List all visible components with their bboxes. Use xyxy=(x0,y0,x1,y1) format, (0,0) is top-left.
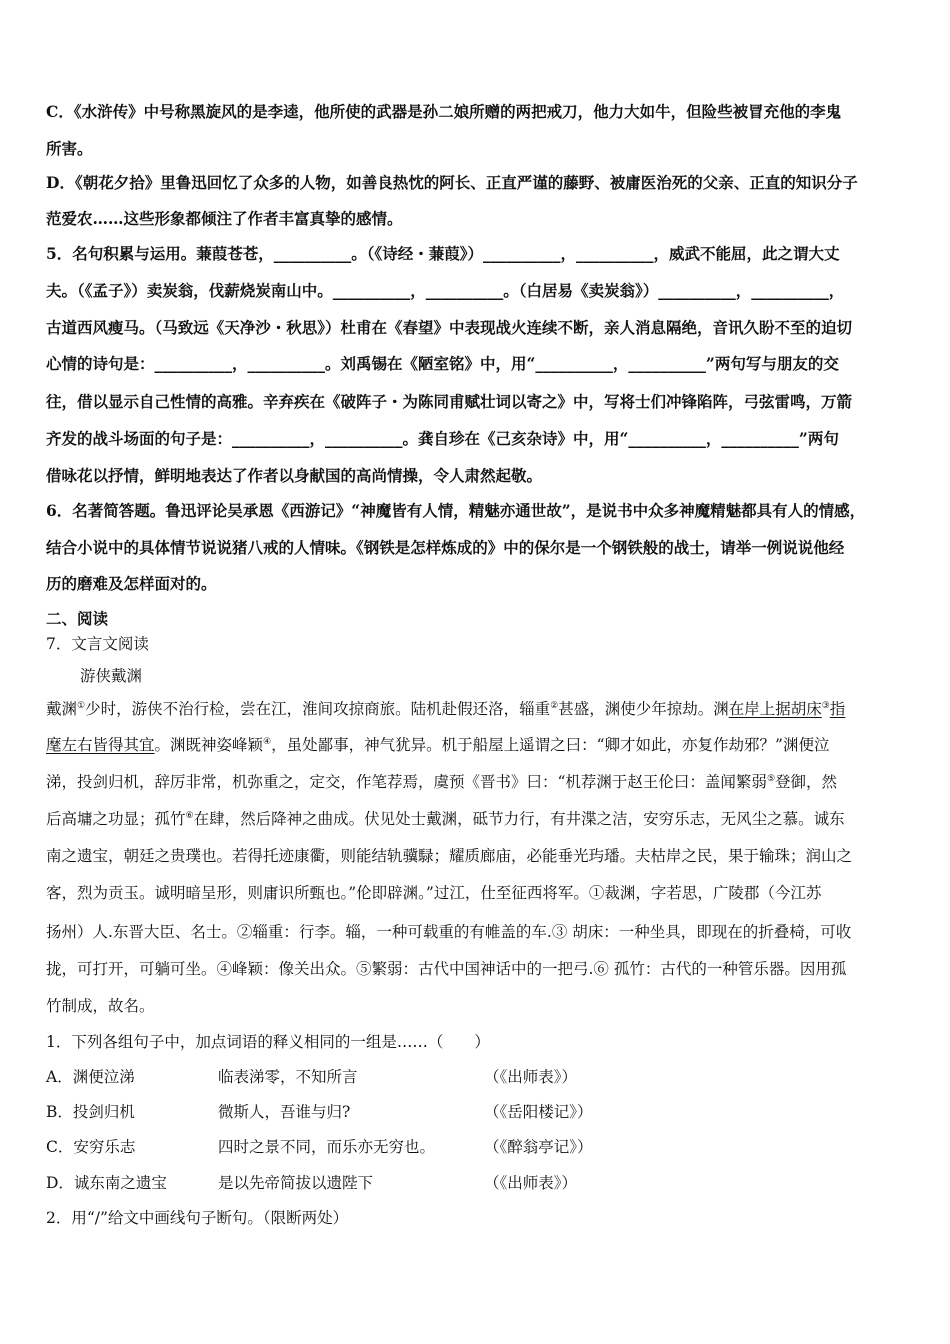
option-label: D．诚东南之遗宝 xyxy=(46,1174,167,1192)
q4-option-c-line1: C．《水浒传》中号称黑旋风的是李逵，他所使的武器是孙二娘所赠的两把戒刀，他力大如牛，但险些被冒充他的李鬼 xyxy=(46,102,842,121)
passage-line-9: 竹制成，故名。 xyxy=(46,997,155,1015)
passage-text: 戴渊 xyxy=(46,700,78,718)
q5-line-3: 古道西风瘦马。（马致远《天净沙・秋思》）杜甫在《春望》中表现战火连续不断，亲人消息隔绝，音讯久盼不至的迫切 xyxy=(46,318,853,337)
underlined-sentence: 在岸上据胡床 xyxy=(728,700,822,718)
q5-line-1: 5．名句积累与运用。蒹葭苍苍，__________。（《诗经・蒹葭》）__________，__________，威武不能屈，此之谓大丈 xyxy=(46,244,840,263)
q5-line-7: 借咏花以抒情，鲜明地表达了作者以身献国的高尚情操，令人肃然起敬。 xyxy=(46,466,543,485)
option-label: B．投剑归机 xyxy=(46,1103,135,1121)
option-example: 是以先帝简拔以遗陛下 xyxy=(218,1174,374,1192)
subq2-stem: 2．用“/”给文中画线句子断句。（限断两处） xyxy=(46,1209,349,1227)
passage-line-6: 客，烈为贡玉。诚明暗呈形，则庸识所甄也。”伦即辟渊。”过江，仕至征西将军。①裁渊，字若思，广陵郡（今江苏 xyxy=(46,884,822,902)
q4-option-d-line2: 范爱农……这些形象都倾注了作者丰富真挚的感情。 xyxy=(46,209,403,228)
footnote-marker: ② xyxy=(550,700,559,711)
passage-text: ，虽处鄙事，神气犹异。机于船屋上遥谓之曰：“卿才如此，亦复作劫邪？”渊便泣 xyxy=(271,736,830,754)
passage-line-8: 拢，可打开，可躺可坐。④峰颖：像关出众。⑤繁弱：古代中国神话中的一把弓.⑥ 孤竹：古代的一种管乐器。因用孤 xyxy=(46,960,847,978)
subq1-stem: 1．下列各组句子中，加点词语的释义相同的一组是……（ ） xyxy=(46,1033,490,1051)
passage-text: 涕，投剑归机，辞厉非常，机弥重之，定交，作笔荐焉，虞预《晋书》曰：“机荐渊于赵王伦曰：盖闻繁弱 xyxy=(46,773,767,791)
passage-text: 少时，游侠不治行检，尝在江，淮间攻掠商旅。陆机赴假还洛，辎重 xyxy=(85,700,551,718)
q6-line-2: 结合小说中的具体情节说说猪八戒的人情味。《钢铁是怎样炼成的》中的保尔是一个钢铁般的战士，请举一例说说他经 xyxy=(46,538,845,557)
passage-text: 在肆，然后降神之曲成。伏见处士戴渊，砥节力行，有井渫之洁，安穷乐志，无风尘之慕。诚东 xyxy=(193,810,845,828)
option-label: A．渊便泣涕 xyxy=(46,1068,135,1086)
section-heading: 二、阅读 xyxy=(46,609,109,628)
q4-option-c-line2: 所害。 xyxy=(46,139,93,158)
footnote-marker: ① xyxy=(77,700,86,711)
q5-line-4: 心情的诗句是：__________，__________。刘禹锡在《陋室铭》中，用“__________，__________”两句写与朋友的交 xyxy=(46,354,839,373)
q7-label: 7．文言文阅读 xyxy=(46,635,149,653)
underlined-sentence: 指 xyxy=(829,700,846,718)
passage-line-3 xyxy=(46,771,908,793)
underlined-sentence: 麾左右皆得其宜 xyxy=(46,736,155,754)
passage-line-7: 扬州）人.东晋大臣、名士。②辎重：行李。辎，一种可载重的有帷盖的车.③ 胡床：一种坐具，即现在的折叠椅，可收 xyxy=(46,923,852,941)
passage-text: 甚盛，渊使少年掠劫。渊 xyxy=(558,700,729,718)
passage-text: 后高墉之功显；孤竹 xyxy=(46,810,186,828)
passage-line-1 xyxy=(46,698,908,720)
option-source: （《岳阳楼记》） xyxy=(484,1103,593,1121)
passage-line-4 xyxy=(46,808,908,830)
option-source: （《出师表》） xyxy=(484,1174,578,1192)
footnote-marker: ⑤ xyxy=(766,773,776,784)
footnote-marker: ③ xyxy=(821,700,830,711)
option-example: 微斯人，吾谁与归? xyxy=(218,1103,351,1121)
option-example: 四时之景不同，而乐亦无穷也。 xyxy=(218,1138,436,1156)
passage-text: 登御，然 xyxy=(775,773,838,791)
passage-line-2 xyxy=(46,734,908,756)
q6-line-1: 6．名著简答题。鲁迅评论吴承恩《西游记》“神魔皆有人情，精魅亦通世故”，是说书中众多神魔精魅都具有人的情感， xyxy=(46,501,866,520)
q5-line-5: 往，借以显示自己性情的高雅。辛弃疾在《破阵子・为陈同甫赋壮词以寄之》中，写将士们冲锋陷阵，弓弦雷鸣，万箭 xyxy=(46,392,853,411)
passage-text: 。渊既神姿峰颖 xyxy=(154,736,264,754)
q5-line-2: 夫。（《孟子》）卖炭翁，伐薪烧炭南山中。__________，__________。（白居易《卖炭翁》）__________，__________， xyxy=(46,281,845,300)
option-example: 临表涕零，不知所言 xyxy=(218,1068,358,1086)
option-label: C．安穷乐志 xyxy=(46,1138,136,1156)
option-source: （《出师表》） xyxy=(484,1068,578,1086)
passage-title: 游侠戴渊 xyxy=(80,667,143,685)
q4-option-d-line1: D．《朝花夕拾》里鲁迅回忆了众多的人物，如善良热忱的阿长、正直严谨的藤野、被庸医治死的父亲、正直的知识分子 xyxy=(46,173,858,192)
q5-line-6: 齐发的战斗场面的句子是：__________，__________。龚自珍在《己亥杂诗》中，用“__________，__________”两句 xyxy=(46,429,839,448)
option-source: （《醉翁亭记》） xyxy=(484,1138,593,1156)
footnote-marker: ④ xyxy=(263,736,272,747)
q6-line-3: 历的磨难及怎样面对的。 xyxy=(46,574,217,593)
footnote-marker: ⑥ xyxy=(185,810,194,821)
passage-line-5: 南之遗宝，朝廷之贵璞也。若得托迹康衢，则能结轨骥騄；耀质廊庙，必能垂光玙璠。夫枯岸之民，果于输珠；润山之 xyxy=(46,847,853,865)
